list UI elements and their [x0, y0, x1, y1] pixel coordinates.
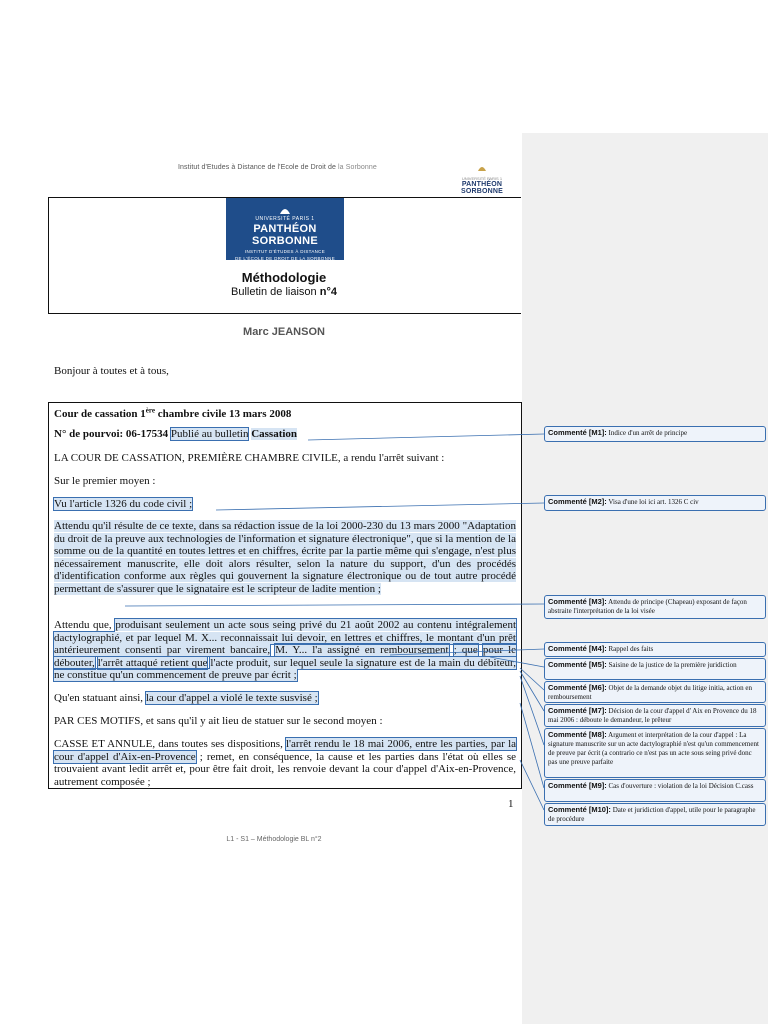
comment-m2-text: Visa d'une loi ici art. 1326 C civ — [608, 498, 699, 506]
university-logo — [226, 198, 344, 260]
comment-m10-text: Date et juridiction d'appel, utile pour le paragraphe de procédure — [548, 806, 756, 823]
logo-line2: PANTHÉON SORBONNE — [252, 223, 318, 247]
header-logo-top: UNIVERSITÉ PARIS 1 — [461, 176, 503, 181]
faits-g[interactable]: l'acte produit, sur lequel seule la signature est de la main du débiteur, ne constitue qu'un commencement de preuve par écrit ; — [54, 656, 516, 682]
comment-m3-text: Attendu de principe (Chapeau) exposant de façon abstraite l'interprétation de la loi visée — [548, 598, 747, 615]
comment-m5[interactable] — [544, 658, 766, 680]
comments-margin — [522, 0, 768, 1024]
header-institute — [178, 164, 377, 171]
case-moyen: Sur le premier moyen : — [54, 475, 156, 487]
subtitle-number: n°4 — [319, 286, 337, 298]
faits-e[interactable]: pour le débouter, — [54, 644, 517, 669]
document-title: Méthodologie — [241, 270, 327, 285]
comment-m2-label: Commenté [M2]: — [548, 497, 607, 506]
subtitle-prefix: Bulletin de liaison — [231, 286, 317, 298]
comment-m5-label: Commenté [M5]: — [548, 660, 607, 669]
margin-top-blank — [522, 0, 768, 133]
attendu-principe — [54, 520, 516, 596]
casse-b[interactable]: l'arrêt rendu le 18 mai 2006, entre les parties, par la cour d'appel d'Aix-en-Provence — [54, 738, 517, 763]
author-name: Marc JEANSON — [243, 326, 325, 338]
statuant-a: Qu'en statuant ainsi, — [54, 692, 144, 704]
comment-m1-text: Indice d'un arrêt de principe — [608, 429, 688, 437]
page-number: 1 — [508, 798, 514, 810]
dome-icon — [278, 204, 292, 214]
faits-b[interactable]: produisant seulement un acte sous seing privé du 21 août 2002 au contenu intégralement dactylographié, et par lequel M. X... reconnaissait lui devoir, en lettres et chiffres, le montant d'un prêt antérieurement consenti par virement bancaire, — [54, 619, 516, 657]
logo-line1: UNIVERSITÉ PARIS 1 — [255, 216, 315, 222]
comment-m8-label: Commenté [M8]: — [548, 730, 607, 739]
comment-m10[interactable] — [544, 803, 766, 826]
page-footer: L1 - S1 – Méthodologie BL n°2 — [226, 836, 322, 843]
casse-a: CASSE ET ANNULE, dans toutes ses dispositions, — [54, 738, 283, 750]
pourvoi-line — [54, 428, 516, 441]
statuant-b[interactable]: la cour d'appel a violé le texte susvisé ; — [145, 692, 318, 704]
casse-c: ; remet, en conséquence, la cause et les parties dans l'état où elles se trouvaient avant ledit arrêt et, pour être fait droit, les renvoie devant la cour d'appel d'Aix-en-Provence, autrement composée ; — [54, 750, 517, 788]
header-institute-tail: la Sorbonne — [338, 164, 377, 171]
faits-f[interactable]: l'arrêt attaqué retient que — [97, 656, 208, 669]
header-logo-name: PANTHÉON SORBONNE — [460, 181, 504, 195]
comment-m4-label: Commenté [M4]: — [548, 644, 607, 653]
comment-m6[interactable] — [544, 681, 766, 703]
attendu-faits — [54, 619, 516, 682]
case-intro: LA COUR DE CASSATION, PREMIÈRE CHAMBRE CIVILE, a rendu l'arrêt suivant : — [54, 452, 445, 464]
comment-m4[interactable] — [544, 642, 766, 657]
comment-m6-text: Objet de la demande objet du litige initia, action en remboursement — [548, 684, 752, 701]
logo-line4: DE L'ÉCOLE DE DROIT DE LA SORBONNE — [235, 256, 335, 261]
comment-m9[interactable] — [544, 779, 766, 802]
pourvoi-publie[interactable]: Publié au bulletin — [170, 428, 249, 440]
faits-d[interactable]: ; que — [453, 644, 478, 657]
faits-a: Attendu que, — [54, 619, 112, 631]
dome-icon — [477, 164, 487, 171]
visa-text[interactable]: Vu l'article 1326 du code civil ; — [54, 498, 193, 510]
header-logo — [444, 158, 520, 195]
comment-m1-label: Commenté [M1]: — [548, 428, 607, 437]
comment-m3[interactable] — [544, 595, 766, 619]
comment-m7[interactable] — [544, 704, 766, 727]
case-heading-sup: ère — [145, 406, 155, 414]
greeting: Bonjour à toutes et à tous, — [54, 365, 169, 377]
comment-m7-text: Décision de la cour d'appel d' Aix en Provence du 18 mai 2006 : déboute le demandeur, le prêteur — [548, 707, 757, 724]
logo-line3: INSTITUT D'ÉTUDES À DISTANCE — [244, 249, 326, 254]
pourvoi-label: N° de pourvoi: 06-17534 — [54, 428, 169, 440]
motifs-line: PAR CES MOTIFS, et sans qu'il y ait lieu de statuer sur le second moyen : — [54, 715, 383, 727]
comment-m10-label: Commenté [M10]: — [548, 805, 611, 814]
comment-m8[interactable] — [544, 728, 766, 778]
comment-m8-text: Argument et interprétation de la cour d'appel : La signature manuscrite sur un acte dactylographié n'est qu'un commencement de preuve par écrit (a contrario ce n'est pas un acte sous seing privé donc pas une preuve parfaite — [548, 731, 759, 766]
comment-m4-text: Rappel des faits — [608, 645, 654, 653]
comment-m7-label: Commenté [M7]: — [548, 706, 607, 715]
comment-m1[interactable] — [544, 426, 766, 442]
case-heading-b: chambre civile 13 mars 2008 — [154, 407, 292, 420]
visa-line — [54, 498, 516, 511]
attendu-principe-text[interactable]: Attendu qu'il résulte de ce texte, dans sa rédaction issue de la loi 2000-230 du 13 mars 2000 "Adaptation du droit de la preuve aux technologies de l'information et signature électronique", que si la mention de la somme ou de la quantité en toutes lettres et en chiffres, écrite par la partie même qui s'engage, n'est plus nécessairement manuscrite, elle doit alors résulter, selon la nature du support, d'un des procédés d'identification conforme aux règles qui gouvernent la signature électronique ou de tout autre procédé permettant de s'assurer que le signataire est le scripteur de ladite mention ; — [54, 520, 516, 595]
header-institute-text: Institut d'Etudes à Distance de l'Ecole de Droit de — [178, 164, 336, 171]
case-heading — [54, 404, 516, 420]
faits-c[interactable]: M. Y... l'a assigné en remboursement — [275, 644, 449, 657]
comment-m3-label: Commenté [M3]: — [548, 597, 607, 606]
comment-m9-text: Cas d'ouverture : violation de la loi Décision C.cass — [608, 782, 754, 790]
pourvoi-cassation[interactable]: Cassation — [251, 428, 298, 440]
document-subtitle — [48, 286, 520, 298]
comment-m5-text: Saisine de la justice de la première juridiction — [608, 661, 737, 669]
case-heading-a: Cour de cassation 1 — [54, 407, 146, 420]
comment-m6-label: Commenté [M6]: — [548, 683, 607, 692]
comment-m2[interactable] — [544, 495, 766, 511]
casse-paragraph — [54, 738, 516, 788]
comment-m9-label: Commenté [M9]: — [548, 781, 607, 790]
statuant-line — [54, 692, 516, 705]
